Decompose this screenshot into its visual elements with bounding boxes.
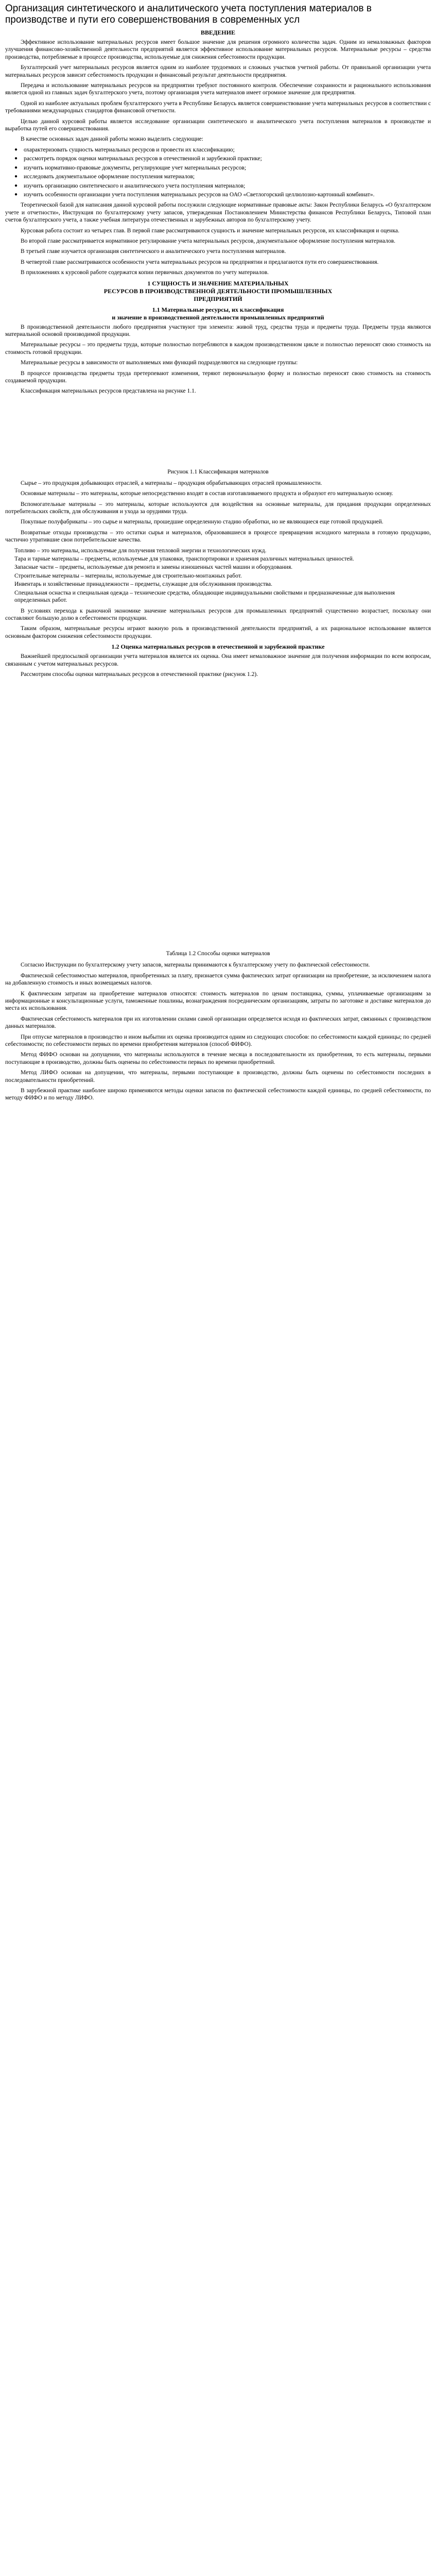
paragraph: В процессе производства предметы труда претерпевают изменения, теряют первоначальную форму и полностью переносят свою стоимость на стоимость создаваемой продукции.: [5, 370, 431, 384]
paragraph: Теоретической базой для написания данной курсовой работы послужили следующие нормативные правовые акты: Закон Республики Беларусь «О бухгалтерском учете и отчетности», Инструкция по бухгалтерскому учету запасов, утвержденная Постановлением Министерства финансов Республики Беларусь, Типовой план счетов бухгалтерского учета, а также учебная литература отечественных и зарубежных авторов по бухгалтерскому учету.: [5, 202, 431, 224]
figure-caption: Рисунок 1.1 Классификация материалов: [167, 468, 269, 475]
paragraph: Курсовая работа состоит из четырех глав. В первой главе рассматриваются сущность и значение материальных ресурсов, их классификация и оценка.: [21, 227, 399, 234]
paragraph: Бухгалтерский учет материальных ресурсов является одним из наиболее трудоемких и сложных участков учетной работы. От правильной организации учета материальных ресурсов зависит себестоимость продукции и финансовый результат деятельности предприятия.: [5, 64, 431, 78]
paragraph: Основные материалы – это материалы, которые непосредственно входят в состав изготавливаемого продукта и образуют его материальную основу.: [21, 490, 393, 497]
list-item: Топливо – это материалы, используемые для получения тепловой энергии и технологических нужд.: [14, 547, 267, 554]
paragraph: Эффективное использование материальных ресурсов имеет большое значение для решения огромного количества задач. Одним из немаловажных факторов улучшения финансово-хозяйственной деятельности предприятий является эффективное использование материальных ресурсов. Материальные ресурсы – средства производства, потребляемые в процессе производства, используемые для снижения себестоимости продукции.: [5, 39, 431, 60]
table-area: [5, 681, 431, 949]
section-1-1-tail: [5, 480, 431, 640]
list-item: ● исследовать документальное оформление поступления материалов;: [14, 173, 431, 180]
list-item: Инвентарь и хозяйственные принадлежности – предметы, служащие для обслуживания производства.: [14, 581, 273, 588]
paragraph: Материальные ресурсы в зависимости от выполняемых ими функций подразделяются на следующие группы:: [21, 360, 298, 366]
paragraph: Вспомогательные материалы – это материалы, которые используются для воздействия на основные материалы, для придания продукции определенных потребительских свойств, для обслуживания и ухода за орудиями труда.: [5, 501, 431, 515]
list-item: ● изучить организацию синтетического и аналитического учета поступления материалов;: [14, 182, 431, 190]
paragraph: Передача и использование материальных ресурсов на предприятии требуют постоянного контроля. Обеспечение сохранности и рационального использования является одной из главных задач бухгалтерского учета, поэтому организация учета материалов имеет огромное значение для предприятия.: [5, 82, 431, 96]
paragraph: Покупные полуфабрикаты – это сырье и материалы, прошедшие определенную стадию обработки, но не являющиеся еще готовой продукцией.: [21, 519, 383, 526]
paragraph: Таким образом, материальные ресурсы играют важную роль в производственной деятельности предприятий, а их рациональное использование является основным фактором снижения себестоимости продукции.: [5, 625, 431, 639]
list-item: ● изучить особенности организации учета поступления материальных ресурсов на ОАО «Светлогорский целлюлозно-картонный комбинат».: [14, 191, 431, 198]
list-item: ● охарактеризовать сущность материальных ресурсов и провести их классификацию;: [14, 146, 431, 154]
section-1-1-body: [5, 324, 431, 395]
list-item: Запасные части – предметы, используемые для ремонта и замены изношенных частей машин и оборудования.: [14, 564, 293, 571]
tasks-list: [14, 146, 431, 198]
materials-list: [14, 547, 431, 604]
list-item: Тара и тарные материалы – предметы, используемые для упаковки, транспортировки и хранения различных материальных ценностей.: [14, 556, 354, 563]
paragraph: Метод ЛИФО основан на допущении, что материалы, первыми поступающие в производство, должны быть оценены по себестоимости последних в последовательности приобретений.: [5, 1070, 431, 1083]
figure-classification: [5, 399, 431, 466]
intro-heading: ВВЕДЕНИЕ: [201, 29, 235, 36]
paragraph: Классификация материальных ресурсов представлена на рисунке 1.1.: [21, 388, 196, 395]
page-title: Организация синтетического и аналитического учета поступления материалов в производстве и пути его совершенствования в современных усл: [5, 3, 372, 25]
paragraph: В четвертой главе рассматриваются особенности учета материальных ресурсов на предприятии и предлагаются пути его совершенствования.: [21, 259, 379, 265]
paragraph: Фактическая себестоимость материалов при их изготовлении силами самой организации определяется исходя из фактических затрат, связанных с производством данных материалов.: [5, 1015, 431, 1030]
paragraph: Материальные ресурсы – это предметы труда, которые полностью потребляются в каждом производственном цикле и полностью переносят свою стоимость на стоимость готовой продукции.: [5, 342, 431, 355]
section-1-2-heading: 1.2 Оценка материальных ресурсов в отечественной и зарубежной практике: [111, 643, 325, 651]
paragraph: При отпуске материалов в производство и ином выбытии их оценка производится одним из следующих способов: по себестоимости каждой единицы; по средней себестоимости; по себестоимости первых по времени приобретения материалов (способ ФИФО).: [5, 1033, 431, 1047]
paragraph: Сырье – это продукция добывающих отраслей, а материалы – продукция обрабатывающих отраслей промышленности.: [21, 480, 322, 486]
paragraph: В зарубежной практике наиболее широко применяются методы оценки запасов по фактической себестоимости каждой единицы, по средней себестоимости, по методу ФИФО и по методу ЛИФО.: [5, 1088, 431, 1101]
list-item: Строительные материалы – материалы, используемые для строительно-монтажных работ.: [14, 572, 242, 579]
paragraph: К фактическим затратам на приобретение материалов относятся: стоимость материалов по ценам поставщика, суммы, уплачиваемые организациям за информационные и консультационные услуги, таможенные пошлины, вознаграждения посредническим организациям, затраты по заготовке и доставке материалов до места их использования.: [5, 990, 431, 1012]
paragraph: Возвратные отходы производства – это остатки сырья и материалов, образовавшиеся в процессе превращения исходного материала в готовую продукцию, частично утратившие свои потребительские качества.: [5, 529, 431, 544]
paragraph: В производственной деятельности любого предприятия участвуют три элемента: живой труд, средства труда и предметы труда. Предметы труда являются материальной основой производимой продукции.: [5, 324, 431, 337]
intro-body: [5, 39, 431, 143]
paragraph: В приложениях к курсовой работе содержатся копии первичных документов по учету материалов.: [21, 269, 269, 276]
paragraph: Во второй главе рассматривается нормативное регулирование учета материальных ресурсов, документальное оформление поступления материалов.: [21, 238, 396, 244]
list-item: ● рассмотреть порядок оценки материальных ресурсов в отечественной и зарубежной практике;: [14, 155, 431, 162]
section-1-2-body: [5, 653, 431, 678]
chapter-1-heading: 1 СУЩНОСТЬ И ЗНАЧЕНИЕ МАТЕРИАЛЬНЫХ РЕСУРСОВ В ПРОИЗВОДСТВЕННОЙ ДЕЯТЕЛЬНОСТИ ПРОМЫШЛЕННЫХ ПРЕДПРИЯТИЙ: [103, 279, 333, 302]
paragraph: Одной из наиболее актуальных проблем бухгалтерского учета в Республике Беларусь является совершенствование учета материальных ресурсов в соответствии с требованиями международных стандартов финансовой отчетности.: [5, 100, 431, 114]
paragraph: Важнейшей предпосылкой организации учета материалов является их оценка. Она имеет немаловажное значение для получения информации по всем вопросам, связанным с учетом материальных ресурсов.: [5, 653, 431, 667]
section-1-1-heading: 1.1 Материальные ресурсы, их классификация и значение в производственной деятельности промышленных предприятий: [112, 306, 324, 321]
paragraph: В третьей главе изучается организация синтетического и аналитического учета поступления материалов.: [21, 248, 286, 255]
paragraph: Фактической себестоимостью материалов, приобретенных за плату, признается сумма фактических затрат организации на приобретение, за исключением налога на добавленную стоимость и иных возмещаемых налогов.: [5, 972, 431, 987]
list-item: ● изучить нормативно-правовые документы, регулирующие учет материальных ресурсов;: [14, 164, 431, 172]
list-item: Специальная оснастка и специальная одежда – технические средства, обладающие индивидуальными свойствами и предназначенные для выполнения определенных работ.: [14, 589, 395, 604]
table-caption: Таблица 1.2 Способы оценки материалов: [166, 951, 270, 957]
intro-tail: [5, 201, 431, 276]
section-1-2-tail: [5, 961, 431, 1102]
paragraph: Метод ФИФО основан на допущении, что материалы используются в течение месяца в последовательности их приобретения, то есть материалы, первыми поступающие в производство, должны быть оценены по себестоимости первых по времени приобретений.: [5, 1052, 431, 1065]
paragraph: Рассмотрим способы оценки материальных ресурсов в отечественной практике (рисунок 1.2).: [21, 671, 258, 677]
paragraph: Целью данной курсовой работы является исследование организации синтетического и аналитического учета поступления материалов в производстве и выработка путей его совершенствования.: [5, 118, 431, 132]
paragraph: Согласно Инструкции по бухгалтерскому учету запасов, материалы принимаются к бухгалтерскому учету по фактической себестоимости.: [21, 962, 370, 969]
paragraph: В условиях перехода к рыночной экономике значение материальных ресурсов для промышленных предприятий существенно возрастает, поскольку они составляют большую долю в себестоимости продукции.: [5, 607, 431, 621]
paragraph: В качестве основных задач данной работы можно выделить следующие:: [21, 136, 203, 143]
